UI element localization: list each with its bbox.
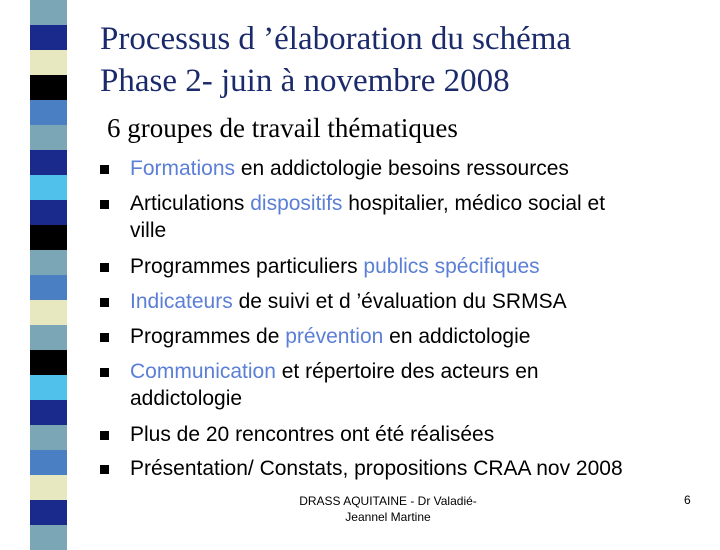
slide-subtitle: 6 groupes de travail thématiques (107, 113, 458, 143)
stripe-block (30, 350, 67, 375)
stripe-block (30, 525, 67, 550)
stripe-block (30, 25, 67, 50)
slide-footer (268, 493, 508, 525)
stripe-block (30, 275, 67, 300)
stripe-block (30, 375, 67, 400)
stripe-block (30, 75, 67, 100)
stripe-block (30, 175, 67, 200)
item-text: hospitalier, médico social et (342, 192, 606, 215)
stripe-block (30, 325, 67, 350)
footer-line-1: DRASS AQUITAINE - Dr Valadié- (299, 494, 477, 508)
stripe-block (30, 50, 67, 75)
item-accent-text: publics spécifiques (363, 255, 540, 278)
item-text: en addictologie besoins ressources (235, 157, 569, 180)
footer-line-2: Jeannel Martine (345, 510, 431, 524)
item-text: et répertoire des acteurs en (275, 360, 539, 383)
stripe-block (30, 125, 67, 150)
stripe-block (30, 0, 67, 25)
item-text: Programmes de (130, 325, 286, 348)
stripe-block (30, 425, 67, 450)
item-accent-text: Indicateurs (130, 290, 233, 313)
square-bullet-icon (100, 200, 109, 209)
item-text: de suivi et d ’évaluation du SRMSA (232, 290, 567, 313)
square-bullet-icon (100, 298, 109, 307)
decorative-color-stripe (30, 0, 67, 540)
item-accent-text: Formations (130, 157, 236, 180)
page-number: 6 (684, 493, 691, 507)
item-text: Plus de 20 rencontres ont été réalisées (130, 423, 495, 446)
square-bullet-icon (100, 465, 109, 474)
item-text-continued: ville (130, 219, 167, 242)
square-bullet-icon (100, 165, 109, 174)
square-bullet-icon (100, 368, 109, 377)
stripe-block (30, 100, 67, 125)
stripe-block (30, 400, 67, 425)
item-accent-text: dispositifs (250, 192, 343, 215)
item-accent-text: prévention (285, 325, 384, 348)
stripe-block (30, 475, 67, 500)
title-line-1: Processus d ’élaboration du schéma (100, 21, 572, 57)
stripe-block (30, 250, 67, 275)
item-text: Programmes particuliers (130, 255, 364, 278)
stripe-block (30, 200, 67, 225)
item-text: Articulations (130, 192, 251, 215)
item-text: Présentation/ Constats, propositions CRAA nov 2008 (130, 457, 623, 480)
stripe-block (30, 500, 67, 525)
square-bullet-icon (100, 333, 109, 342)
slide-title (100, 18, 571, 102)
stripe-block (30, 300, 67, 325)
item-text-continued: addictologie (130, 387, 243, 410)
stripe-block (30, 225, 67, 250)
stripe-block (30, 450, 67, 475)
square-bullet-icon (100, 431, 109, 440)
title-line-2: Phase 2- juin à novembre 2008 (100, 63, 510, 99)
item-text: en addictologie (383, 325, 531, 348)
stripe-block (30, 150, 67, 175)
item-accent-text: Communication (130, 360, 276, 383)
square-bullet-icon (100, 263, 109, 272)
